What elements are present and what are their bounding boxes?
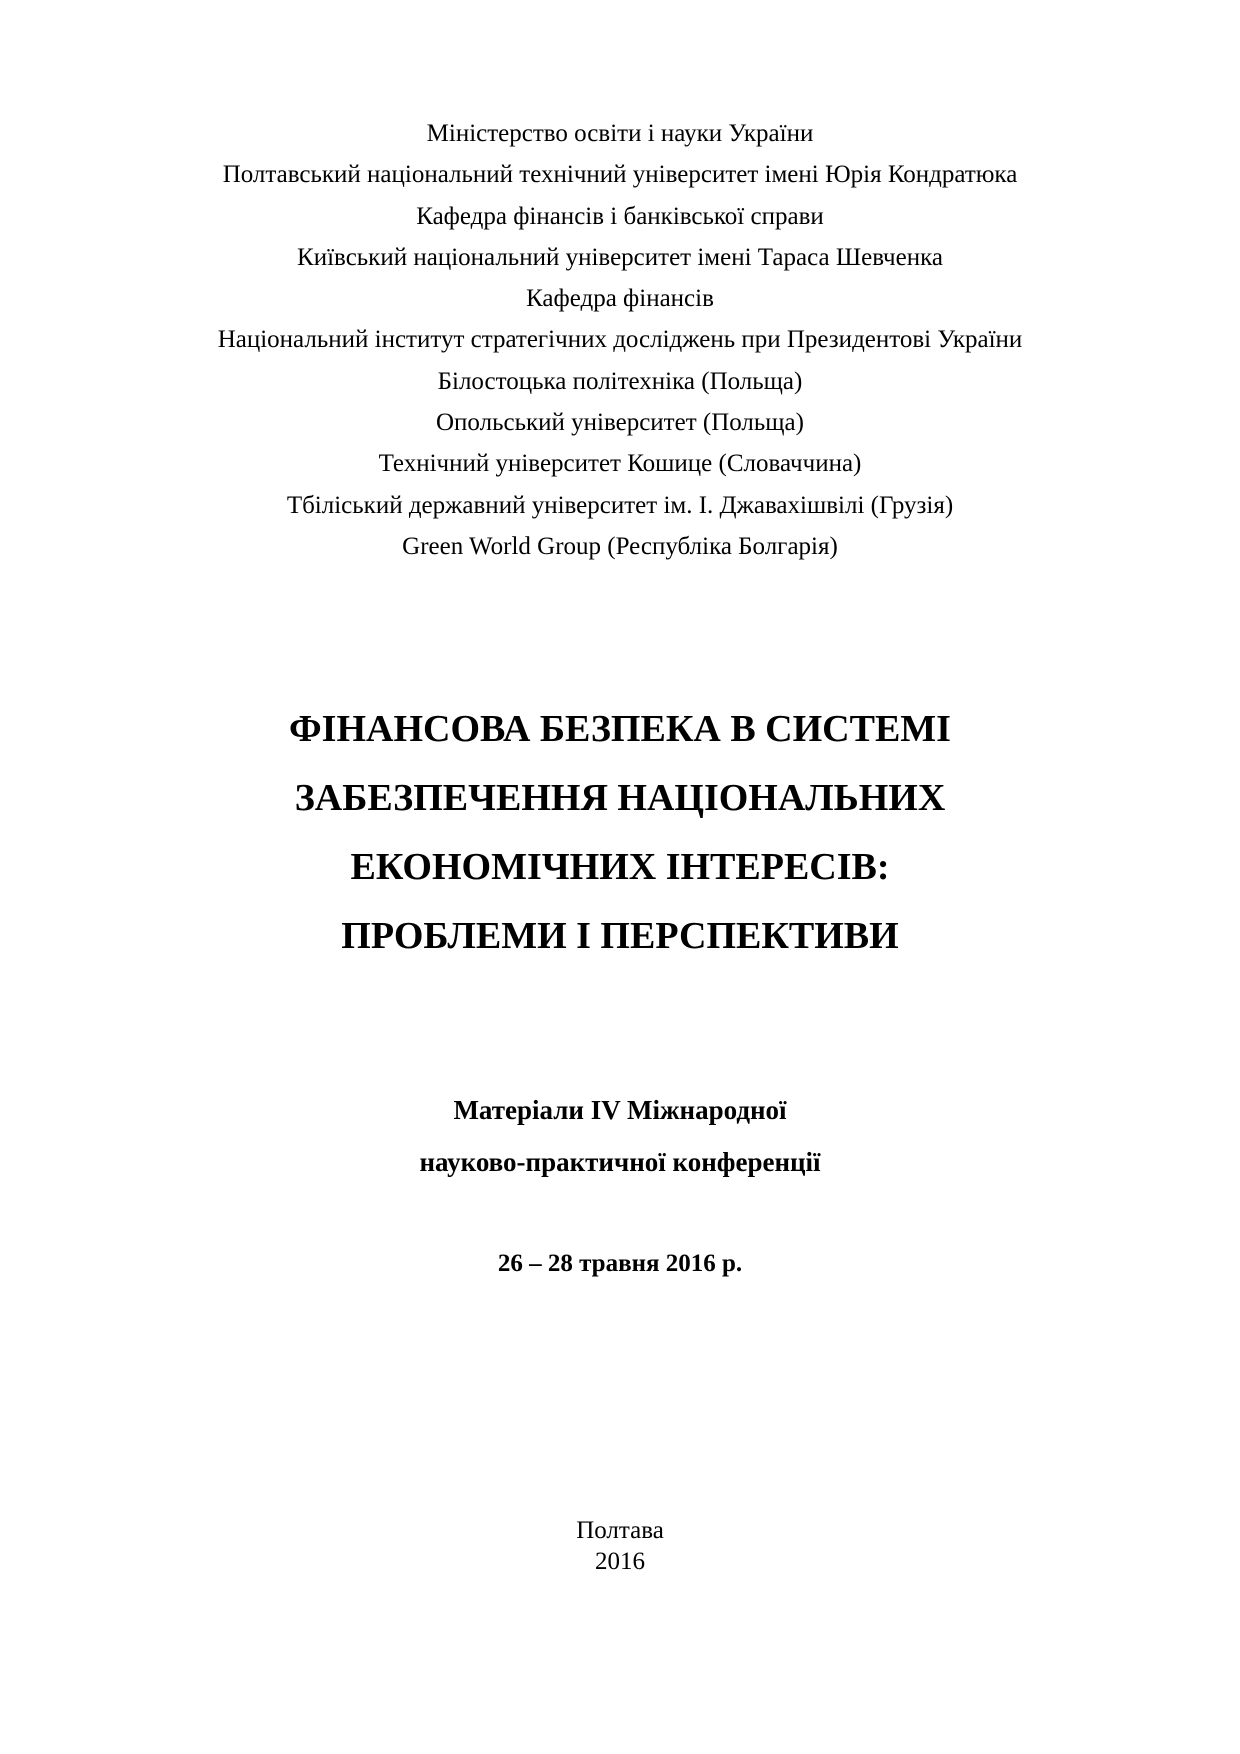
organization-line: Полтавський національний технічний університет імені Юрія Кондратюка	[222, 161, 1018, 189]
title-line: ЕКОНОМІЧНИХ ІНТЕРЕСІВ:	[350, 846, 890, 888]
organization-line: Тбіліський державний університет ім. І. Джавахішвілі (Грузія)	[286, 491, 954, 519]
organization-line: Білостоцька політехніка (Польща)	[437, 367, 803, 395]
title-line: ФІНАНСОВА БЕЗПЕКА В СИСТЕМІ	[289, 708, 951, 750]
title-line: ЗАБЕЗПЕЧЕННЯ НАЦІОНАЛЬНИХ	[294, 777, 946, 819]
title-line: ПРОБЛЕМИ І ПЕРСПЕКТИВИ	[341, 915, 899, 957]
organization-line: Кафедра фінансів і банківської справи	[416, 202, 824, 230]
conference-subtitle	[0, 1084, 1240, 1188]
subtitle-line: Матеріали IV Міжнародної	[453, 1095, 787, 1125]
organization-line: Київський національний університет імені Тараса Шевченка	[297, 243, 943, 271]
organization-line: Опольський університет (Польща)	[436, 409, 804, 437]
organization-line: Технічний університет Кошице (Словаччина)	[378, 450, 862, 478]
organization-line: Національний інститут стратегічних досліджень при Президентові України	[217, 326, 1023, 354]
document-title	[0, 695, 1240, 971]
organization-line: Green World Group (Республіка Болгарія)	[402, 532, 838, 560]
publication-year: 2016	[595, 1548, 645, 1575]
organization-line: Кафедра фінансів	[526, 285, 714, 313]
organization-line: Міністерство освіти і науки України	[426, 120, 814, 147]
conference-dates: 26 – 28 травня 2016 р.	[497, 1250, 743, 1277]
organizations-list	[0, 113, 1240, 567]
publication-city: Полтава	[576, 1517, 664, 1544]
subtitle-line: науково-практичної конференції	[419, 1147, 821, 1177]
imprint-footer	[0, 1515, 1240, 1577]
